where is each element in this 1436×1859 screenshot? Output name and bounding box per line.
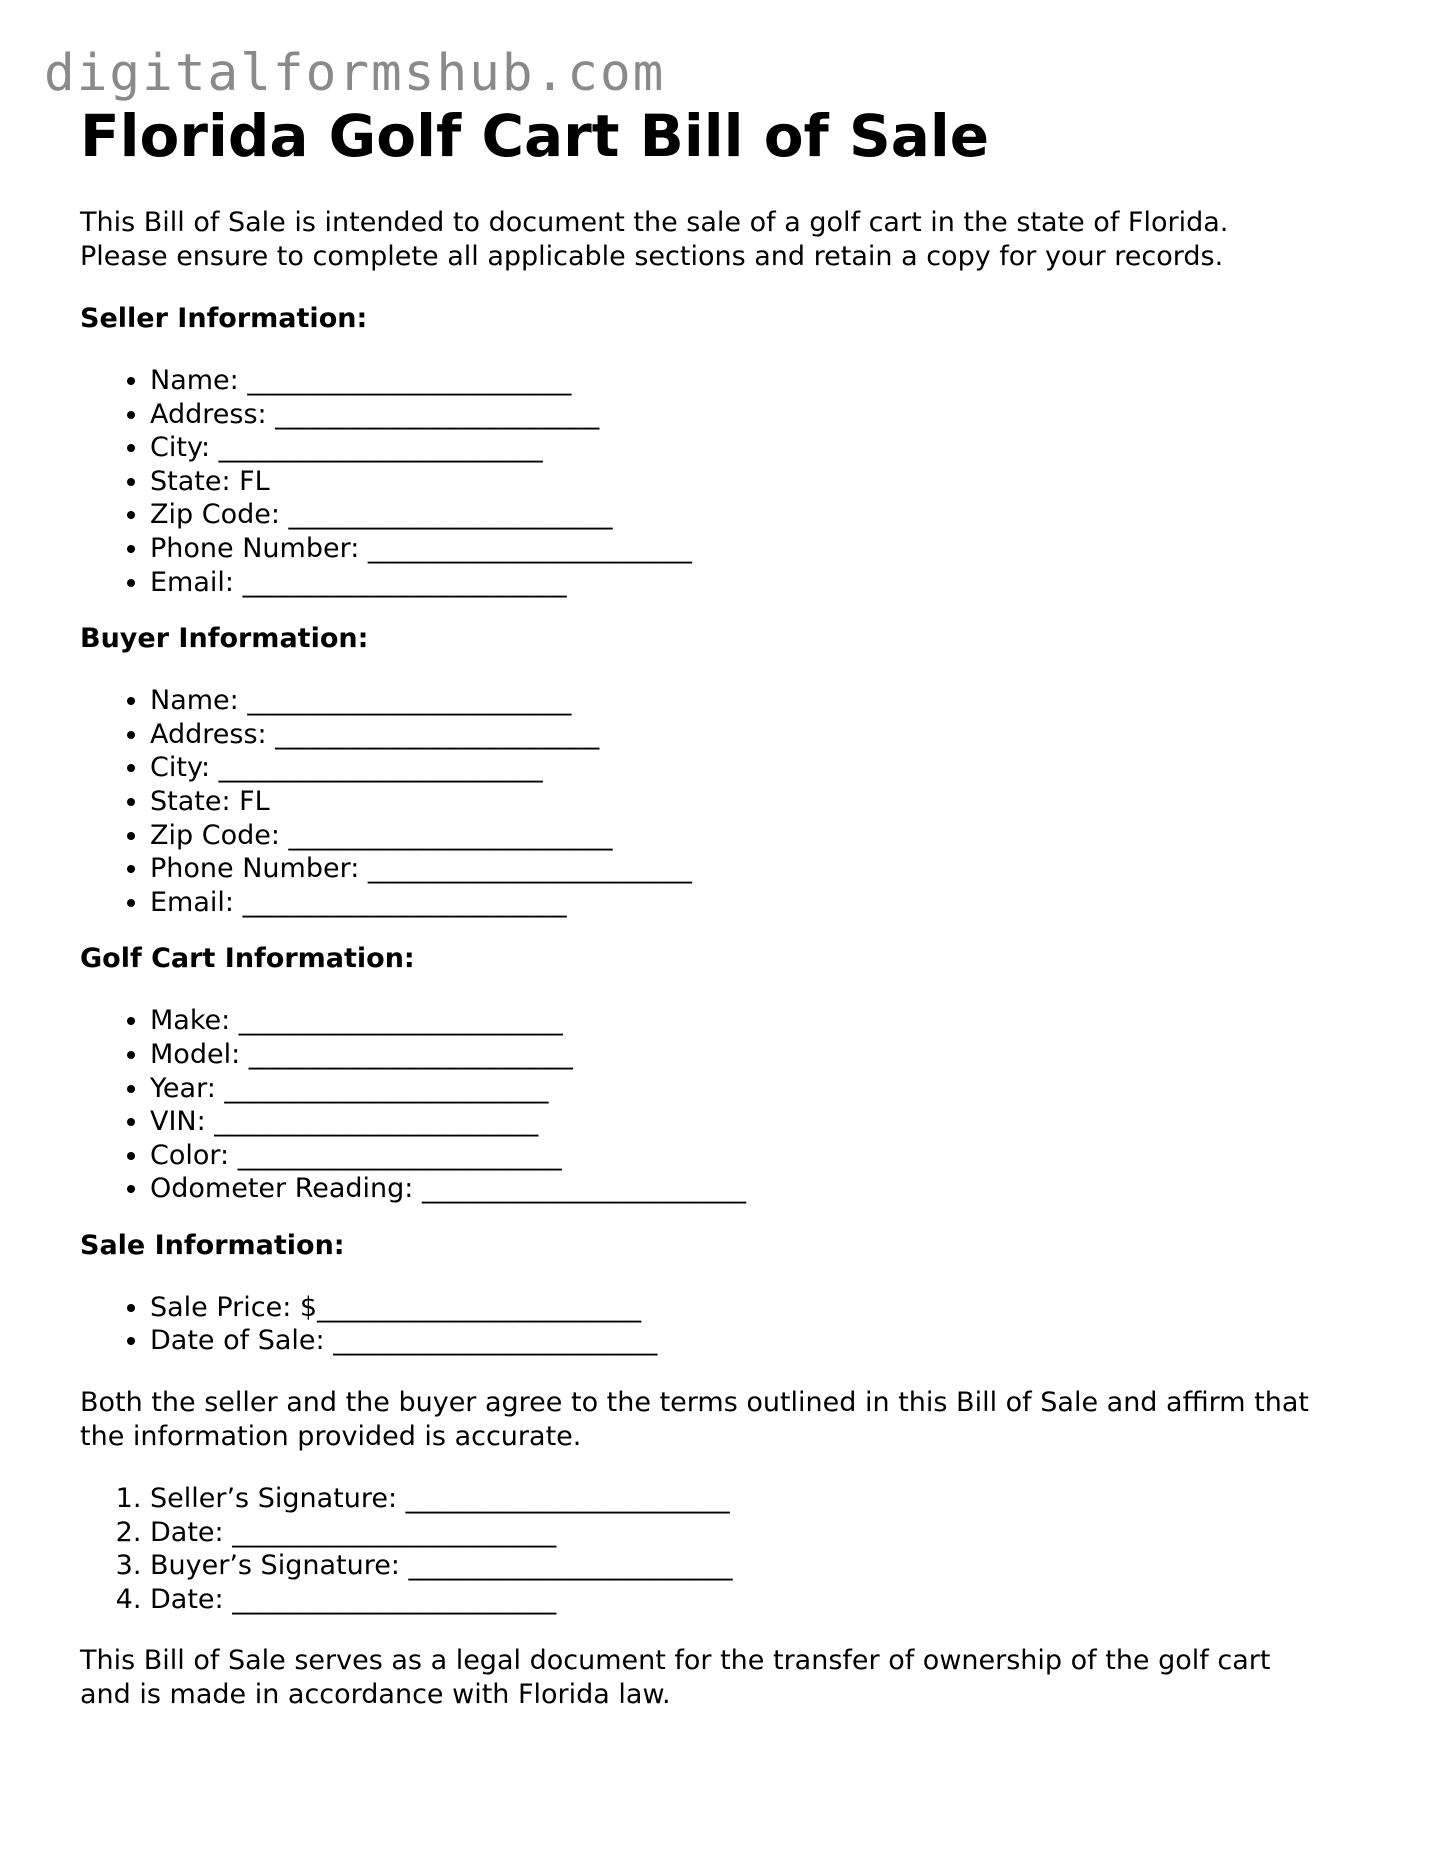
closing-line: This Bill of Sale serves as a legal document for the transfer of ownership of the golf cart (80, 1645, 1271, 1677)
signature-list (80, 1482, 1370, 1616)
cart-fields-list (80, 1004, 1370, 1206)
seller-heading: Seller Information: (80, 303, 368, 334)
buyer-name-field: • Name: ________________________ (150, 684, 1370, 718)
cart-heading: Golf Cart Information: (80, 943, 415, 975)
buyer-fields-list (80, 684, 1370, 919)
closing-line: and is made in accordance with Florida law. (80, 1679, 671, 1711)
intro-paragraph (80, 206, 1370, 274)
buyer-address-field: • Address: ________________________ (150, 718, 1370, 752)
seller-phone-field: • Phone Number: ________________________ (150, 532, 1370, 566)
intro-line: Please ensure to complete all applicable sections and retain a copy for your records. (80, 241, 1224, 272)
seller-email-field: • Email: ________________________ (150, 566, 1370, 600)
buyer-city-field: • City: ________________________ (150, 751, 1370, 785)
buyer-phone-field: • Phone Number: ________________________ (150, 852, 1370, 886)
buyer-state-field: • State: FL (150, 785, 1370, 819)
cart-make-field: • Make: ________________________ (150, 1004, 1370, 1038)
buyer-signature-date-field: 4. Date: ________________________ (150, 1583, 1370, 1617)
cart-year-field: • Year: ________________________ (150, 1072, 1370, 1106)
buyer-email-field: • Email: ________________________ (150, 886, 1370, 920)
intro-line: This Bill of Sale is intended to document the sale of a golf cart in the state of Florida. (80, 207, 1229, 238)
sale-date-field: • Date of Sale: ________________________ (150, 1324, 1370, 1358)
cart-odometer-field: • Odometer Reading: ________________________ (150, 1172, 1370, 1206)
seller-name-field: • Name: ________________________ (150, 364, 1370, 398)
seller-zip-field: • Zip Code: ________________________ (150, 498, 1370, 532)
closing-paragraph (80, 1644, 1370, 1712)
page-title: Florida Golf Cart Bill of Sale (80, 102, 990, 170)
sale-heading: Sale Information: (80, 1229, 345, 1261)
sale-price-field: • Sale Price: $________________________ (150, 1291, 1370, 1325)
cart-vin-field: • VIN: ________________________ (150, 1105, 1370, 1139)
document-page (80, 100, 1370, 1712)
seller-signature-field: 1. Seller’s Signature: ________________________ (150, 1482, 1370, 1516)
agreement-paragraph (80, 1386, 1370, 1454)
seller-address-field: • Address: ________________________ (150, 398, 1370, 432)
buyer-heading: Buyer Information: (80, 623, 369, 655)
seller-city-field: • City: ________________________ (150, 431, 1370, 465)
cart-model-field: • Model: ________________________ (150, 1038, 1370, 1072)
agreement-line: the information provided is accurate. (80, 1421, 582, 1453)
cart-color-field: • Color: ________________________ (150, 1139, 1370, 1173)
buyer-zip-field: • Zip Code: ________________________ (150, 819, 1370, 853)
buyer-signature-field: 3. Buyer’s Signature: ________________________ (150, 1549, 1370, 1583)
sale-fields-list (80, 1291, 1370, 1358)
seller-fields-list (80, 364, 1370, 599)
seller-signature-date-field: 2. Date: ________________________ (150, 1516, 1370, 1550)
agreement-line: Both the seller and the buyer agree to the terms outlined in this Bill of Sale and affirm that (80, 1387, 1310, 1419)
seller-state-field: • State: FL (150, 465, 1370, 499)
watermark: digitalformshub.com (44, 44, 666, 103)
